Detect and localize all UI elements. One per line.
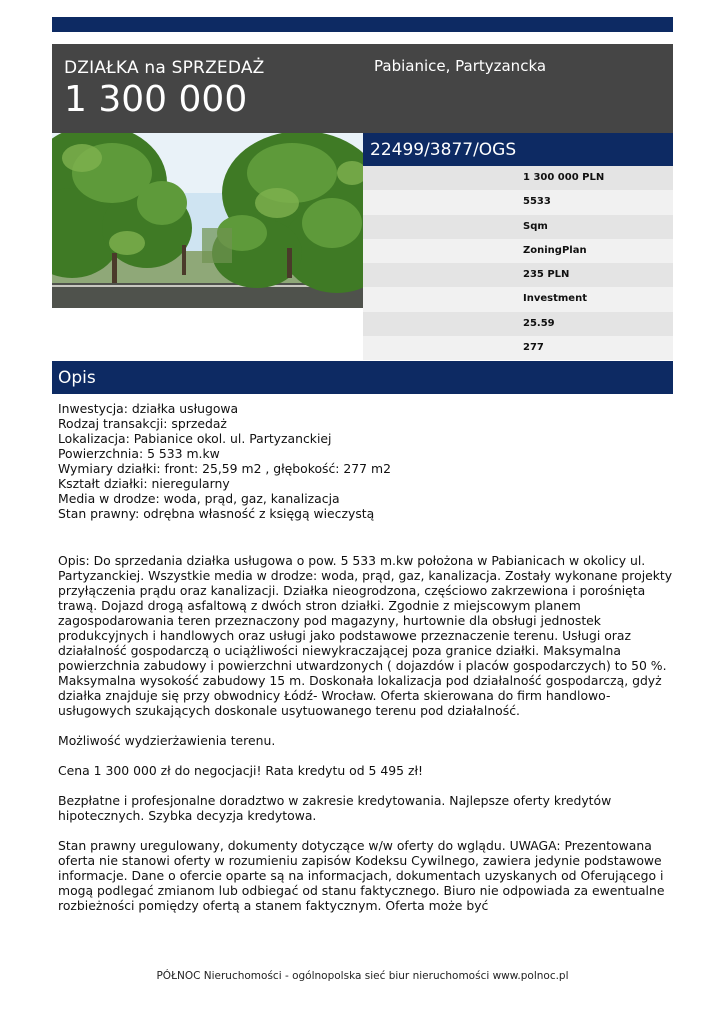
description-paragraph: Stan prawny uregulowany, dokumenty dotyczące w/w oferty do wglądu. UWAGA: Prezentowana oferta nie stanowi oferty w rozumieniu zapisów Kodeksu Cywilnego, zawiera jedynie podstawowe informacje. Dane o ofercie oparte są na informacjach, dokumentach uzyskanych od Oferującego i mogą podlegać zmianom lub odbiegać od stanu faktycznego. Biuro nie odpowiada za ewentualne rozbieżności pomiędzy ofertą a stanem faktycznym. Oferta może być [58, 838, 665, 913]
param-row [363, 239, 673, 263]
param-value: 25.59 [523, 317, 555, 329]
description-paragraph: Cena 1 300 000 zł do negocjacji! Rata kredytu od 5 495 zł! [58, 763, 423, 778]
description-paragraph: Możliwość wydzierżawienia terenu. [58, 733, 276, 748]
param-value: 235 PLN [523, 269, 570, 280]
summary-line: Lokalizacja: Pabianice okol. ul. Partyzanckiej [58, 431, 332, 446]
param-row [363, 287, 673, 311]
listing-price: 1 300 000 [64, 79, 248, 120]
description-paragraph: Opis: Do sprzedania działka usługowa o pow. 5 533 m.kw położona w Pabianicach w okolicy ul. Partyzanckiej. Wszystkie media w drodze: woda, prąd, gaz, kanalizacja. Zostały wykonane projekty przyłączenia prądu oraz kanalizacji. Działka nieogrodzona, częściowo zakrzewiona i porośnięta trawą. Dojazd drogą asfaltową z dwóch stron działki. Zgodnie z miejscowym planem zagospodarowania teren przeznaczony pod magazyny, hurtownie dla obsługi jednostek produkcyjnych i handlowych oraz usługi jako podstawowe przeznaczenie terenu. Usługi oraz działalność gospodarczą o uciążliwości niewykraczającej poza granice działki. Maksymalna powierzchnia zabudowy i powierzchni utwardzonych ( dojazdów i placów gospodarczych) to 50 %. Maksymalna wysokość zabudowy 15 m. Doskonała lokalizacja pod działalność gospodarczą, gdyż działka znajduje się przy obwodnicy Łódź- Wrocław. Oferta skierowana do firm handlowo- usługowych szukających doskonale usytuowanego terenu pod działalność. [58, 553, 673, 718]
summary-line: Media w drodze: woda, prąd, gaz, kanalizacja [58, 491, 340, 506]
summary-line: Stan prawny: odrębna własność z księgą wieczystą [58, 506, 375, 521]
footer-text: PÓŁNOC Nieruchomości - ogólnopolska sieć biur nieruchomości www.polnoc.pl [156, 970, 569, 982]
param-value: Sqm [523, 220, 548, 232]
section-title: Opis [58, 368, 96, 388]
param-row [363, 263, 673, 287]
param-value: 277 [523, 341, 544, 353]
property-photo [52, 133, 363, 308]
summary-line: Rodzaj transakcji: sprzedaż [58, 416, 227, 431]
offer-reference-number: 22499/3877/OGS [370, 140, 517, 160]
listing-header [52, 44, 673, 133]
description-paragraph: Bezpłatne i profesjonalne doradztwo w zakresie kredytowania. Najlepsze oferty kredytów hipotecznych. Szybka decyzja kredytowa. [58, 793, 612, 823]
summary-line: Powierzchnia: 5 533 m.kw [58, 446, 220, 461]
reference-bar [363, 133, 673, 166]
summary-list [58, 401, 670, 521]
listing-location: Pabianice, Partyzancka [374, 57, 547, 75]
param-row [363, 336, 673, 360]
top-accent-bar [52, 17, 673, 32]
summary-line: Kształt działki: nieregularny [58, 476, 230, 491]
param-row [363, 215, 673, 239]
param-value: Investment [523, 293, 587, 305]
listing-type: DZIAŁKA na SPRZEDAŻ [64, 58, 265, 78]
description [58, 553, 673, 933]
summary-line: Inwestycja: działka usługowa [58, 401, 239, 416]
section-header [52, 361, 673, 394]
params-table [363, 166, 673, 360]
param-value: 1 300 000 PLN [523, 172, 605, 183]
param-row [363, 312, 673, 336]
param-row [363, 166, 673, 190]
summary-line: Wymiary działki: front: 25,59 m2 , głębokość: 277 m2 [58, 461, 391, 476]
param-value: 5533 [523, 196, 551, 208]
param-row [363, 190, 673, 214]
param-value: ZoningPlan [523, 244, 587, 256]
